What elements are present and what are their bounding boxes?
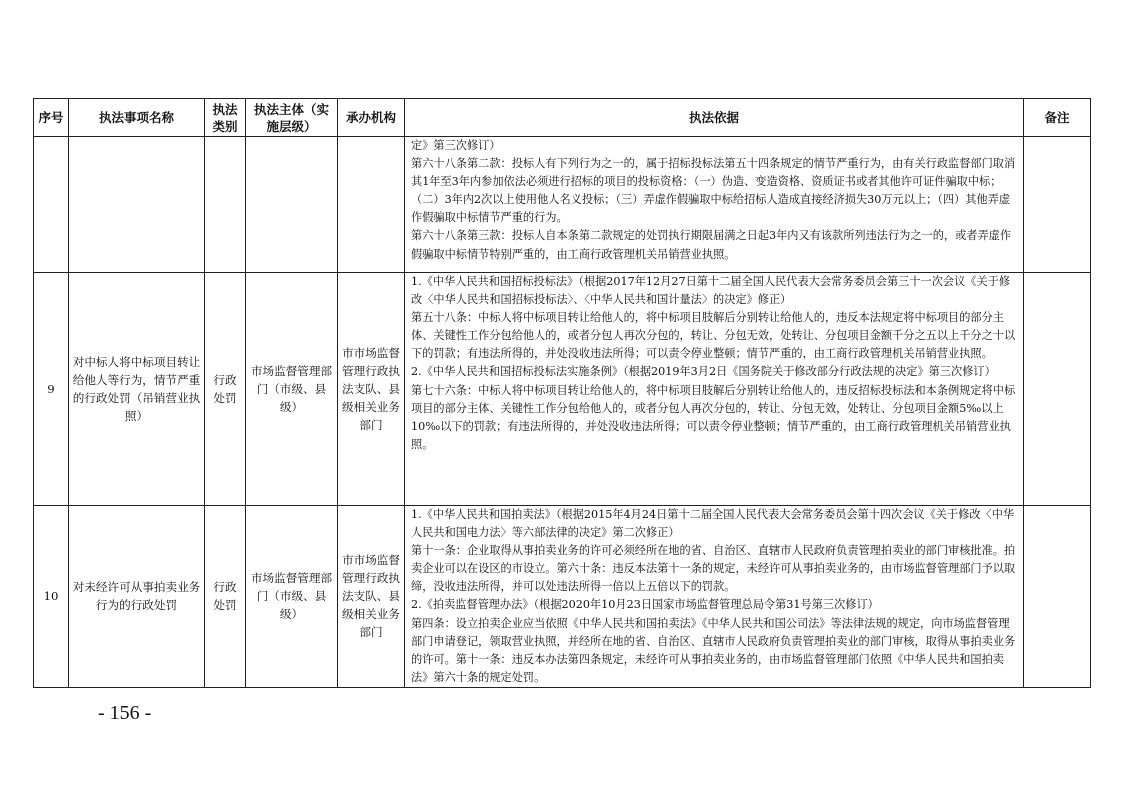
table-row xyxy=(34,273,1091,506)
cell-remarks xyxy=(1024,273,1091,506)
table-row xyxy=(34,506,1091,688)
page-number: - 156 - xyxy=(98,702,152,724)
header-subject: 执法主体（实施层级） xyxy=(246,99,338,137)
cell-category xyxy=(205,137,246,273)
header-item-name: 执法事项名称 xyxy=(69,99,205,137)
header-remarks: 备注 xyxy=(1024,99,1091,137)
cell-basis xyxy=(405,273,1024,506)
enforcement-table xyxy=(33,98,1091,688)
cell-item-name: 对未经许可从事拍卖业务行为的行政处罚 xyxy=(69,506,205,688)
cell-subject xyxy=(246,137,338,273)
header-category: 执法类别 xyxy=(205,99,246,137)
cell-remarks xyxy=(1024,137,1091,273)
basis-paragraph: 2.《中华人民共和国招标投标法实施条例》（根据2019年3月2日《国务院关于修改部分行政法规的决定》第三次修订） xyxy=(411,365,996,379)
cell-subject: 市场监督管理部门（市级、县级） xyxy=(246,273,338,506)
cell-item-name xyxy=(69,137,205,273)
cell-category: 行政处罚 xyxy=(205,273,246,506)
cell-category: 行政处罚 xyxy=(205,506,246,688)
cell-item-name: 对中标人将中标项目转让给他人等行为，情节严重的行政处罚（吊销营业执照） xyxy=(69,273,205,506)
cell-remarks xyxy=(1024,506,1091,688)
basis-paragraph: 1.《中华人民共和国招标投标法》（根据2017年12月27日第十二届全国人民代表大会常务委员会第三十一次会议《关于修改〈中华人民共和国招标投标法〉、〈中华人民共和国计量法〉的决定》修正） xyxy=(411,275,1011,307)
cell-subject: 市场监督管理部门（市级、县级） xyxy=(246,506,338,688)
basis-paragraph: 第六十八条第二款：投标人有下列行为之一的，属于招标投标法第五十四条规定的情节严重行为，由有关行政监督部门取消其1年至3年内参加依法必须进行招标的项目的投标资格：（一）伪造、变造资格、资质证书或者其他许可证件骗取中标；（二）3年内2次以上使用他人名义投标；（三）弄虚作假骗取中标给招标人造成直接经济损失30万元以上；（四）其他弄虚作假骗取中标情节严重的行为。 xyxy=(411,157,1016,225)
basis-paragraph: 定》第三次修订） xyxy=(411,139,501,152)
cell-basis xyxy=(405,137,1024,273)
basis-paragraph: 2.《拍卖监督管理办法》（根据2020年10月23日国家市场监督管理总局令第31号第三次修订） xyxy=(411,598,879,612)
header-seq: 序号 xyxy=(34,99,69,137)
cell-agency: 市市场监督管理行政执法支队、县级相关业务部门 xyxy=(338,273,405,506)
header-row xyxy=(34,99,1091,137)
basis-paragraph: 第五十八条：中标人将中标项目转让给他人的，将中标项目肢解后分别转让给他人的，违反本法规定将中标项目的部分主体、关键性工作分包给他人的，或者分包人再次分包的，转让、分包无效，处转让、分包项目金额千分之五以上千分之十以下的罚款；有违法所得的，并处没收违法所得；可以责令停业整顿；情节严重的，由工商行政管理机关吊销营业执照。 xyxy=(411,311,1016,361)
basis-paragraph: 第六十八条第三款：投标人自本条第二款规定的处罚执行期限届满之日起3年内又有该款所列违法行为之一的，或者弄虚作假骗取中标情节特别严重的，由工商行政管理机关吊销营业执照。 xyxy=(411,229,1012,261)
basis-paragraph: 第七十六条：中标人将中标项目转让给他人的，将中标项目肢解后分别转让给他人的，违反招标投标法和本条例规定将中标项目的部分主体、关键性工作分包给他人的，或者分包人再次分包的，转让、分包无效，处转让、分包项目金额5‰以上10‰以下的罚款；有违法所得的，并处没收违法所得；可以责令停业整顿；情节严重的，由工商行政管理机关吊销营业执照。 xyxy=(411,383,1016,451)
basis-paragraph: 第四条：设立拍卖企业应当依照《中华人民共和国拍卖法》《中华人民共和国公司法》等法律法规的规定，向市场监督管理部门申请登记，领取营业执照，并经所在地的省、自治区、直辖市人民政府负责管理拍卖业的部门审核，取得从事拍卖业务的许可。第十一条：违反本办法第四条规定，未经许可从事拍卖业务的，由市场监督管理部门依照《中华人民共和国拍卖法》第六十条的规定处罚。 xyxy=(411,616,1016,684)
cell-seq: 10 xyxy=(34,506,69,688)
cell-agency: 市市场监督管理行政执法支队、县级相关业务部门 xyxy=(338,506,405,688)
cell-seq: 9 xyxy=(34,273,69,506)
table-row xyxy=(34,137,1091,273)
cell-agency xyxy=(338,137,405,273)
cell-seq xyxy=(34,137,69,273)
basis-paragraph: 1.《中华人民共和国拍卖法》（根据2015年4月24日第十二届全国人民代表大会常务委员会第十四次会议《关于修改〈中华人民共和国电力法〉等六部法律的决定》第二次修正） xyxy=(411,508,1015,540)
header-basis: 执法依据 xyxy=(405,99,1024,137)
basis-paragraph: 第十一条：企业取得从事拍卖业务的许可必须经所在地的省、自治区、直辖市人民政府负责管理拍卖业的部门审核批准。拍卖企业可以在设区的市设立。第六十条：违反本法第十一条的规定，未经许可从事拍卖业务的，由市场监督管理部门予以取缔，没收违法所得，并可以处违法所得一倍以上五倍以下的罚款。 xyxy=(411,544,1016,594)
cell-basis xyxy=(405,506,1024,688)
header-agency: 承办机构 xyxy=(338,99,405,137)
